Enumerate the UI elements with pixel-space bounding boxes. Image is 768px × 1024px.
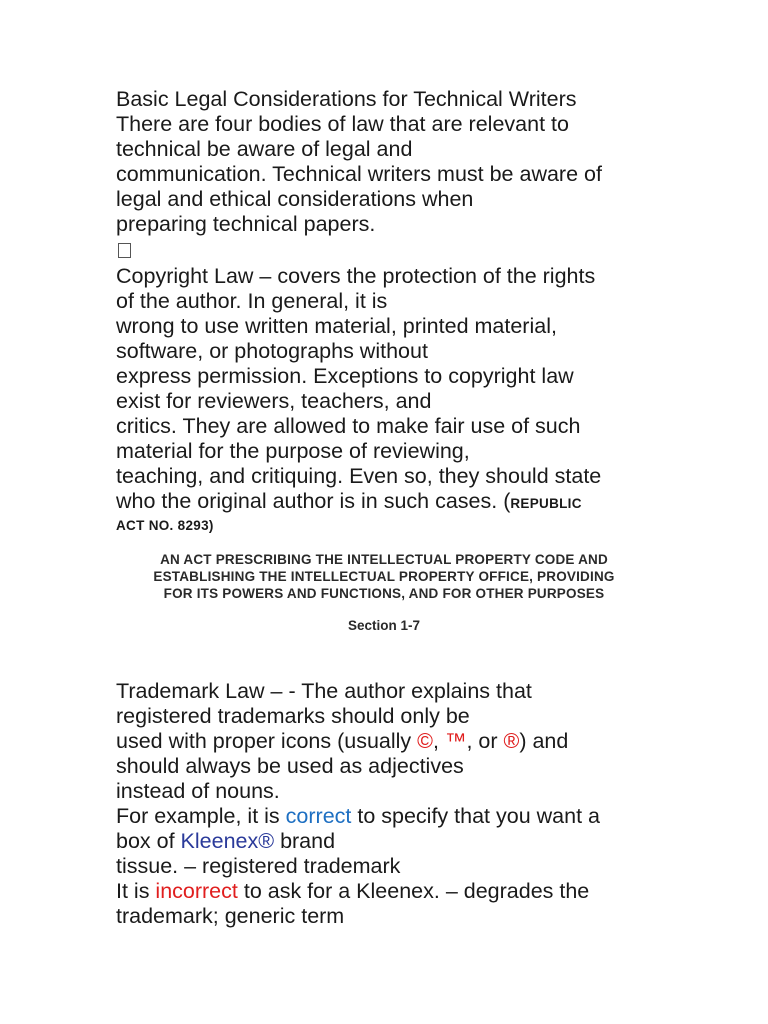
act-heading-line: FOR ITS POWERS AND FUNCTIONS, AND FOR OTHER PURPOSES	[163, 586, 605, 601]
copyright-line: critics. They are allowed to make fair use of such	[116, 414, 581, 438]
intro-line: preparing technical papers.	[116, 212, 376, 236]
missing-glyph-icon	[116, 237, 656, 264]
trademark-icons-line: used with proper icons (usually ©, ™, or ®) and	[116, 729, 569, 753]
copyright-line: wrong to use written material, printed material,	[116, 314, 557, 338]
act-heading-line: ESTABLISHING THE INTELLECTUAL PROPERTY OFFICE, PROVIDING	[153, 569, 615, 584]
trademark-symbol: ™	[444, 729, 467, 753]
trademark-block	[116, 679, 656, 929]
copyright-line: exist for reviewers, teachers, and	[116, 389, 432, 413]
copyright-line: of the author. In general, it is	[116, 289, 388, 313]
correct-highlight: correct	[285, 804, 352, 828]
example-brand-line: box of Kleenex® brand	[116, 829, 336, 853]
trademark-line: tissue. – registered trademark	[116, 854, 401, 878]
copyright-symbol: ©	[417, 729, 433, 753]
intro-line: technical be aware of legal and	[116, 137, 413, 161]
copyright-line: software, or photographs without	[116, 339, 428, 363]
republic-act-number: ACT NO. 8293)	[116, 518, 214, 533]
intro-line: There are four bodies of law that are relevant to	[116, 112, 569, 136]
intro-line: legal and ethical considerations when	[116, 187, 474, 211]
copyright-line: Copyright Law – covers the protection of the rights	[116, 264, 596, 288]
trademark-line: registered trademarks should only be	[116, 704, 470, 728]
copyright-line: express permission. Exceptions to copyright law	[116, 364, 574, 388]
section-label: Section 1-7	[347, 618, 421, 633]
act-heading-line: AN ACT PRESCRIBING THE INTELLECTUAL PROPERTY CODE AND	[160, 552, 608, 567]
trademark-line: trademark; generic term	[116, 904, 345, 928]
trademark-line: Trademark Law – - The author explains that	[116, 679, 532, 703]
copyright-line: material for the purpose of reviewing,	[116, 439, 470, 463]
copyright-line-last	[116, 489, 656, 516]
intro-line: communication. Technical writers must be aware of	[116, 162, 602, 186]
trademark-line: instead of nouns.	[116, 779, 280, 803]
document-page	[116, 87, 656, 929]
example-incorrect-line: It is incorrect to ask for a Kleenex. – degrades the	[116, 879, 590, 903]
example-correct-line: For example, it is correct to specify that you want a	[116, 804, 600, 828]
act-heading	[116, 551, 652, 602]
intro-block	[116, 87, 656, 237]
copyright-line: teaching, and critiquing. Even so, they should state	[116, 464, 602, 488]
trademark-line: should always be used as adjectives	[116, 754, 464, 778]
copyright-block	[116, 264, 656, 536]
republic-act-label: REPUBLIC	[510, 496, 582, 511]
incorrect-highlight: incorrect	[155, 879, 238, 903]
kleenex-brand: Kleenex®	[180, 829, 275, 853]
copyright-line-text: who the original author is in such cases. (	[116, 489, 511, 513]
document-title: Basic Legal Considerations for Technical Writers	[116, 87, 577, 111]
registered-symbol: ®	[503, 729, 520, 753]
